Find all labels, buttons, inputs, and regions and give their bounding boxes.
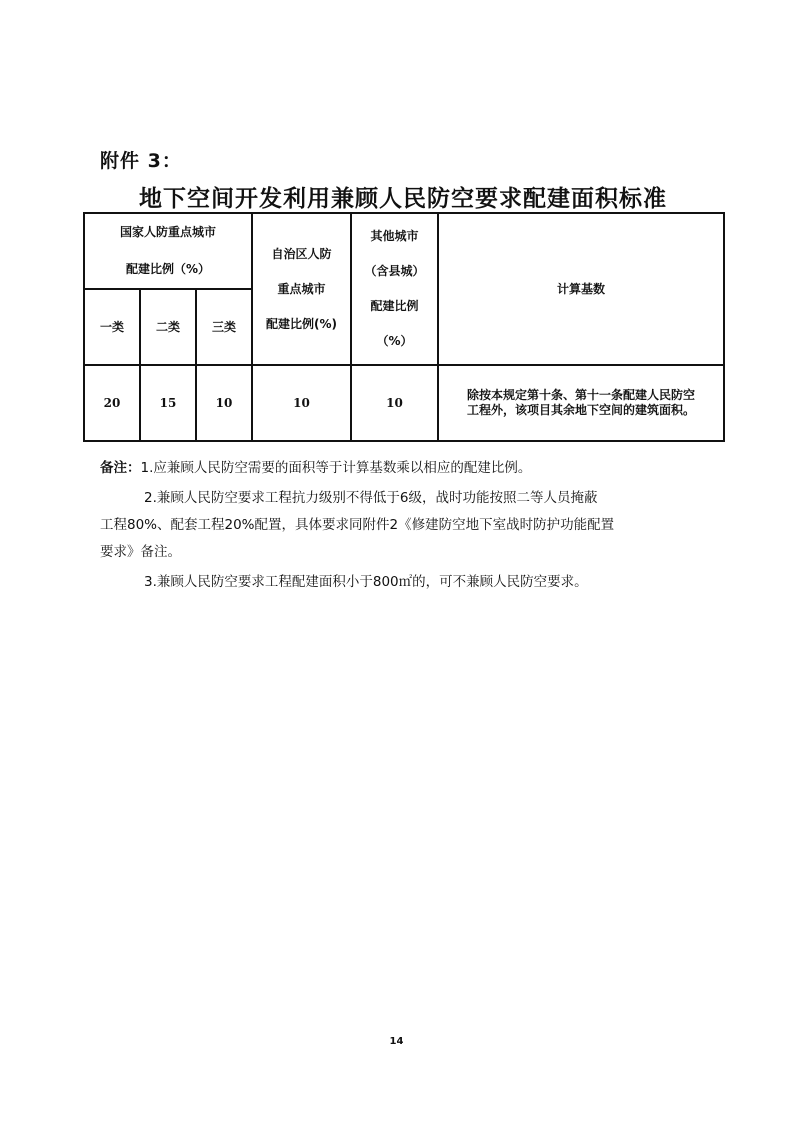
header-autonomous-line2: 重点城市: [277, 281, 326, 296]
cell-class-1: 20: [84, 365, 140, 441]
header-calculation-base: 计算基数: [438, 213, 724, 365]
standards-table: [83, 212, 725, 442]
header-other-line4: （%）: [376, 334, 413, 348]
note-2-line2: 工程80%、配套工程20%配置，具体要求同附件2《修建防空地下室战时防护功能配置: [100, 517, 615, 533]
cell-description: [438, 365, 724, 441]
header-other-line3: 配建比例: [370, 299, 419, 313]
description-line1: 除按本规定第十条、第十一条配建人民防空: [466, 388, 695, 402]
header-autonomous-line3: 配建比例(%): [266, 316, 337, 331]
table-row: [84, 365, 724, 441]
header-national-line1: 国家人防重点城市: [119, 225, 216, 239]
attachment-label: 附件 3：: [100, 150, 182, 172]
header-other-cities: [351, 213, 438, 365]
notes-section: [100, 455, 700, 599]
cell-other: 10: [351, 365, 438, 441]
header-class-3: 三类: [196, 289, 252, 365]
header-autonomous-line1: 自治区人防: [271, 246, 332, 261]
header-class-1: 一类: [84, 289, 140, 365]
cell-class-3: 10: [196, 365, 252, 441]
header-national-key-cities: [84, 213, 252, 289]
description-line2: 工程外，该项目其余地下空间的建筑面积。: [466, 403, 695, 417]
note-2-line1: 2.兼顾人民防空要求工程抗力级别不得低于6级，战时功能按照二等人员掩蔽: [144, 490, 598, 506]
cell-class-2: 15: [140, 365, 196, 441]
notes-label: 备注：: [100, 460, 141, 476]
note-1-text: 1.应兼顾人民防空需要的面积等于计算基数乘以相应的配建比例。: [140, 460, 532, 476]
note-1: [100, 455, 700, 482]
header-national-line2: 配建比例（%）: [125, 262, 211, 276]
header-class-2: 二类: [140, 289, 196, 365]
note-3: 3.兼顾人民防空要求工程配建面积小于800㎡的，可不兼顾人民防空要求。: [144, 574, 588, 590]
page-number: 14: [389, 1036, 404, 1047]
header-autonomous-region-cities: [252, 213, 351, 365]
cell-autonomous: 10: [252, 365, 351, 441]
document-title: 地下空间开发利用兼顾人民防空要求配建面积标准: [139, 186, 667, 212]
note-2-line3: 要求》备注。: [100, 544, 181, 560]
header-other-line2: （含县城）: [364, 264, 425, 278]
header-other-line1: 其他城市: [370, 229, 419, 243]
table-header-row: [84, 213, 724, 289]
note-2: [100, 485, 700, 566]
